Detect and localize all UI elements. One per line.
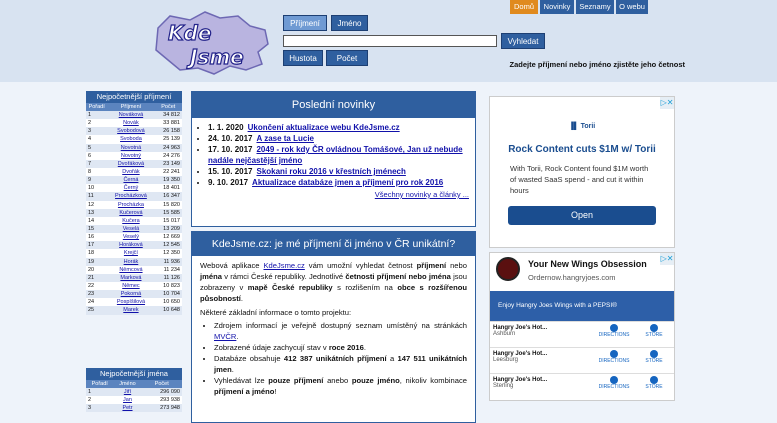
rank-cell: 3	[86, 404, 113, 412]
rank-cell: 8	[88, 169, 92, 176]
count-cell: 16 347	[155, 192, 182, 200]
rank-cell: 18	[88, 250, 95, 257]
count-cell: 13 209	[155, 225, 182, 233]
count-cell: 12 545	[155, 241, 182, 249]
close-icon: ▷✕	[660, 98, 674, 107]
name-link[interactable]: Pospíšilová	[116, 299, 146, 306]
close-icon: ▷✕	[660, 254, 674, 263]
count-cell: 293 938	[160, 397, 180, 404]
count-cell: 22 241	[163, 169, 180, 176]
ad2-url[interactable]: Ordernow.hangryjoes.com	[528, 273, 616, 282]
names-table	[86, 368, 182, 412]
store-row[interactable]: Hangry Joe's Hot... Ashburn DIRECTIONS STORE	[490, 321, 674, 339]
news-date: 17. 10. 2017	[208, 145, 253, 154]
table-row	[86, 152, 182, 160]
table-row	[86, 274, 182, 282]
directions-button[interactable]: DIRECTIONS	[594, 350, 634, 364]
table-row	[86, 209, 182, 217]
torii-logo: ▐▌ Torii	[568, 123, 596, 130]
count-cell: 12 350	[163, 250, 180, 257]
site-header	[0, 0, 777, 82]
count-cell: 34 812	[155, 111, 182, 119]
table-row	[86, 241, 182, 249]
rank-cell: 7	[86, 160, 107, 168]
count-cell: 296 090	[141, 388, 182, 396]
news-item	[208, 133, 475, 144]
ad-torii[interactable]	[489, 96, 675, 248]
table-row	[86, 119, 182, 127]
count-cell: 15 585	[155, 209, 182, 217]
store-row[interactable]: Hangry Joe's Hot... Sterling DIRECTIONS STORE	[490, 373, 674, 391]
rank-cell: 6	[88, 152, 92, 159]
table-row	[86, 217, 182, 225]
name-link[interactable]: Nováková	[107, 111, 154, 119]
ad-hangry-joes[interactable]	[489, 252, 675, 401]
name-link[interactable]: Pokorná	[107, 290, 154, 298]
name-link[interactable]: Horáková	[107, 241, 154, 249]
table-row	[86, 282, 182, 290]
count-cell: 10 704	[155, 290, 182, 298]
store-list	[490, 321, 674, 391]
count-cell: 10 650	[163, 299, 180, 306]
nav-link-domu[interactable]: Domů	[510, 0, 538, 14]
col-rank: Pořadí	[86, 103, 107, 111]
table-row	[86, 144, 182, 152]
fact-source: • Zdrojem informací je veřejně dostupný seznam umístěný na stránkách MVČR.	[214, 320, 467, 342]
ad-close-button[interactable]	[660, 97, 674, 109]
rank-cell: 1	[86, 388, 113, 396]
rank-cell: 17	[86, 241, 107, 249]
ad-body: With Torii, Rock Content found $1M worth of wasted SaaS spend - and cut it within hours	[510, 164, 649, 195]
fact-counts: • Databáze obsahuje 412 387 unikátních příjmení a 147 511 unikátních jmen.	[214, 353, 467, 375]
news-item	[208, 144, 475, 166]
tagline: Zadejte příjmení nebo jméno zjistěte jeho četnost	[509, 60, 685, 69]
table-row	[86, 249, 182, 257]
rank-cell: 1	[86, 111, 107, 119]
count-cell: 15 820	[163, 201, 180, 208]
table-row	[86, 160, 182, 168]
news-link[interactable]: 2049 - rok kdy ČR ovládnou Tomášové, Jan už nebude nadále nejčastější jméno	[208, 145, 463, 165]
logo-line1: Kde	[168, 21, 212, 45]
news-date: 9. 10. 2017	[208, 178, 249, 187]
surnames-table	[86, 91, 182, 315]
directions-button[interactable]: DIRECTIONS	[594, 324, 634, 338]
count-cell: 15 017	[163, 217, 180, 224]
kdejsme-link[interactable]: KdeJsme.cz	[263, 261, 305, 270]
col-name: Jméno	[113, 380, 141, 388]
name-link[interactable]: Dvořák	[122, 169, 140, 176]
count-cell: 18 401	[163, 185, 180, 192]
about-facts	[214, 320, 467, 397]
ad-close-button[interactable]	[660, 253, 674, 265]
count-cell: 19 350	[155, 176, 182, 184]
name-link[interactable]: Kučera	[122, 217, 140, 224]
name-link[interactable]: Marková	[107, 274, 154, 282]
col-rank: Pořadí	[86, 380, 113, 388]
tab-prijmeni[interactable]: Příjmení	[283, 15, 327, 31]
news-link[interactable]: Ukončení aktualizace webu KdeJsme.cz	[247, 123, 400, 132]
table-row	[86, 290, 182, 298]
count-cell: 12 669	[163, 234, 180, 241]
ad-headline[interactable]: Rock Content cuts $1M w/ Torii	[508, 144, 656, 155]
directions-icon	[610, 376, 618, 384]
rank-cell: 5	[86, 144, 107, 152]
tab-pocet[interactable]: Počet	[326, 50, 368, 66]
count-cell: 24 963	[155, 144, 182, 152]
table-row	[86, 388, 182, 396]
col-count: Počet	[155, 103, 182, 111]
directions-icon	[610, 324, 618, 332]
news-list	[192, 118, 475, 188]
name-link[interactable]: Procházková	[107, 192, 154, 200]
rank-cell: 13	[86, 209, 107, 217]
table-row	[86, 111, 182, 119]
name-link[interactable]: Černý	[123, 185, 139, 192]
table-row	[86, 266, 182, 274]
count-cell: 33 881	[163, 120, 180, 127]
fact-year: • Zobrazené údaje zachycují stav v roce 2016.	[214, 342, 467, 353]
rank-cell: 16	[88, 234, 95, 241]
nav-link-o-webu[interactable]: O webu	[616, 0, 648, 14]
news-link[interactable]: A zase ta Lucie	[256, 134, 314, 143]
mvcr-link[interactable]: MVČR	[214, 332, 237, 341]
all-news-link[interactable]: Všechny novinky a články ...	[374, 190, 469, 199]
store-button[interactable]: STORE	[634, 376, 674, 390]
tab-jmeno[interactable]: Jméno	[331, 15, 368, 31]
store-row[interactable]: Hangry Joe's Hot... Leesburg DIRECTIONS STORE	[490, 347, 674, 365]
store-icon	[650, 376, 658, 384]
store-icon	[650, 324, 658, 332]
news-date: 24. 10. 2017	[208, 134, 253, 143]
count-cell: 24 276	[163, 152, 180, 159]
news-date: 1. 1. 2020	[208, 123, 244, 132]
store-button[interactable]: STORE	[634, 350, 674, 364]
count-cell: 11 936	[155, 258, 182, 266]
rank-cell: 9	[86, 176, 107, 184]
table-row	[86, 225, 182, 233]
name-link[interactable]: Jan	[123, 397, 132, 404]
table-row	[86, 127, 182, 135]
name-link[interactable]: Procházka	[117, 201, 144, 208]
rank-cell: 21	[86, 274, 107, 282]
name-link[interactable]: Němec	[122, 283, 140, 290]
count-cell: 11 234	[163, 266, 180, 273]
count-cell: 11 126	[155, 274, 182, 282]
name-link[interactable]: Jiří	[113, 388, 141, 396]
rank-cell: 23	[86, 290, 107, 298]
rank-cell: 2	[88, 120, 92, 127]
rank-cell: 2	[88, 397, 92, 404]
names-title: Nejpočetnější jména	[86, 368, 182, 380]
news-item	[208, 122, 475, 133]
news-date: 15. 10. 2017	[208, 167, 253, 176]
table-row	[86, 404, 182, 412]
news-item	[208, 177, 475, 188]
news-item	[208, 166, 475, 177]
table-row	[86, 192, 182, 200]
table-row	[86, 233, 182, 241]
name-link[interactable]: Krejčí	[123, 250, 138, 257]
name-link[interactable]: Kučerová	[107, 209, 154, 217]
name-link[interactable]: Petr	[113, 404, 141, 412]
about-panel	[191, 231, 476, 423]
news-link[interactable]: Skokani roku 2016 v křestních jménech	[256, 167, 406, 176]
count-cell: 273 948	[141, 404, 182, 412]
directions-icon	[610, 350, 618, 358]
name-link[interactable]: Dvořáková	[107, 160, 154, 168]
table-row	[86, 201, 182, 209]
name-link[interactable]: Svoboda	[120, 136, 142, 143]
name-link[interactable]: Novotná	[107, 144, 154, 152]
name-link[interactable]: Marek	[107, 306, 154, 314]
about-intro: Některé základní informace o tomto projektu:	[200, 308, 352, 317]
rank-cell: 24	[88, 299, 95, 306]
table-row	[86, 306, 182, 314]
hangry-joes-logo-icon	[496, 257, 520, 281]
logo-czech-map[interactable]	[150, 8, 272, 78]
table-row	[86, 298, 182, 306]
rank-cell: 4	[88, 136, 92, 143]
count-cell: 26 158	[155, 127, 182, 135]
ad2-banner[interactable]: Enjoy Hangry Joes Wings with a PEPSI®	[490, 291, 674, 321]
nav-link-novinky[interactable]: Novinky	[540, 0, 574, 14]
rank-cell: 15	[86, 225, 107, 233]
fact-search: • Vyhledávat lze pouze příjmení anebo pouze jméno, nikoliv kombinace příjmení a jméno!	[214, 375, 467, 397]
name-link[interactable]: Veselý	[122, 234, 140, 241]
rank-cell: 22	[88, 283, 95, 290]
rank-cell: 10	[88, 185, 95, 192]
name-link[interactable]: Němcová	[119, 266, 143, 273]
count-cell: 10 823	[163, 283, 180, 290]
col-surname: Příjmení	[107, 103, 154, 111]
about-title: KdeJsme.cz: je mé příjmení či jméno v ČR unikátní?	[192, 232, 475, 256]
table-row	[86, 184, 182, 192]
store-icon	[650, 350, 658, 358]
table-row	[86, 135, 182, 143]
nav-link-seznamy[interactable]: Seznamy	[576, 0, 614, 14]
tab-hustota[interactable]: Hustota	[283, 50, 323, 66]
directions-button[interactable]: DIRECTIONS	[594, 376, 634, 390]
name-link[interactable]: Veselá	[107, 225, 154, 233]
rank-cell: 3	[86, 127, 107, 135]
search-input[interactable]	[283, 35, 497, 47]
name-link[interactable]: Novák	[123, 120, 139, 127]
rank-cell: 11	[86, 192, 107, 200]
surnames-title: Nejpočetnější příjmení	[86, 91, 182, 103]
count-cell: 23 149	[155, 160, 182, 168]
table-row	[86, 176, 182, 184]
rank-cell: 25	[86, 306, 107, 314]
name-link[interactable]: Horák	[107, 258, 154, 266]
name-link[interactable]: Novotný	[120, 152, 142, 159]
ad2-headline[interactable]: Your New Wings Obsession	[528, 259, 647, 269]
name-link[interactable]: Svobodová	[107, 127, 154, 135]
rank-cell: 14	[88, 217, 95, 224]
count-cell: 25 139	[163, 136, 180, 143]
store-button[interactable]: STORE	[634, 324, 674, 338]
table-row	[86, 258, 182, 266]
table-row	[86, 396, 182, 404]
logo-line2: Jsme	[190, 45, 244, 69]
news-panel	[191, 91, 476, 227]
table-row	[86, 168, 182, 176]
news-link[interactable]: Aktualizace databáze jmen a příjmení pro rok 2016	[252, 178, 444, 187]
ad-open-button[interactable]: Open	[508, 206, 656, 225]
name-link[interactable]: Černá	[107, 176, 154, 184]
search-button[interactable]: Vyhledat	[501, 33, 545, 49]
news-title: Poslední novinky	[192, 92, 475, 118]
count-cell: 10 648	[155, 306, 182, 314]
rank-cell: 19	[86, 258, 107, 266]
rank-cell: 12	[88, 201, 95, 208]
col-count: Počet	[141, 380, 182, 388]
rank-cell: 20	[88, 266, 95, 273]
about-paragraph: Webová aplikace KdeJsme.cz vám umožní vyhledat četnost příjmení nebo jména v rámci České republiky. Jednotlivé četnosti příjmení nebo jména jsou zobrazeny v mapě České republiky s rozlišením na obce s rozšířenou působností.	[200, 261, 467, 303]
about-text	[192, 256, 475, 401]
